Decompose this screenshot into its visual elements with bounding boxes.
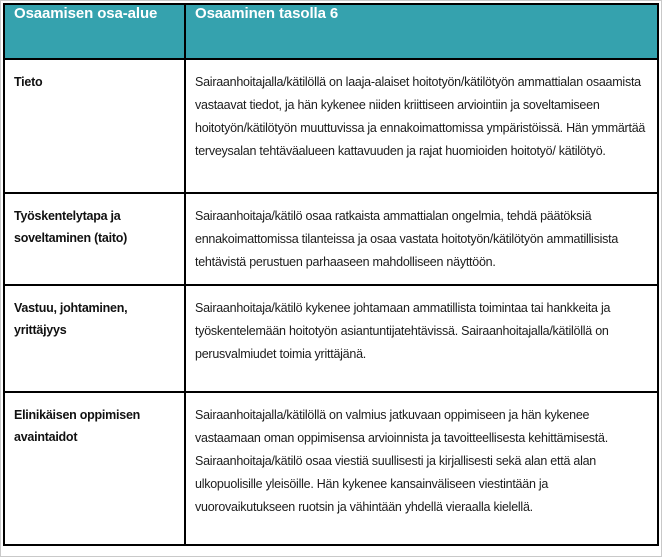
description-cell-vastuu: Sairaanhoitaja/kätilö kykenee johtamaan ammatillista toimintaa tai hankkeita ja työskentelemään hoitotyön asiantuntijatehtävissä. Sairaanhoitajalla/kätilöllä on perusvalmiudet toimia yrittäjänä.: [185, 285, 658, 392]
competence-table: [3, 3, 659, 546]
area-cell-elinikainen: Elinikäisen oppimisen avaintaidot: [4, 392, 185, 545]
description-cell-elinikainen: Sairaanhoitajalla/kätilöllä on valmius jatkuvaan oppimiseen ja hän kykenee vastaamaan oman oppimisensa arvioinnista ja tavoitteellisesta kehittämisestä. Sairaanhoitaja/kätilö osaa viestiä suullisesti ja kirjallisesti sekä alan että alan ulkopuolisille yleisöille. Hän kykenee kansainväliseen viestintään ja vuorovaikutukseen ruotsin ja vähintään yhdellä vieraalla kielellä.: [185, 392, 658, 545]
table-row: [4, 59, 658, 193]
column-header-competence-area: Osaamisen osa-alue: [4, 4, 185, 59]
area-cell-tieto: Tieto: [4, 59, 185, 193]
table-row: [4, 193, 658, 285]
table-row: [4, 392, 658, 545]
area-cell-vastuu: Vastuu, johtaminen, yrittäjyys: [4, 285, 185, 392]
table-row: [4, 285, 658, 392]
table-header-row: [4, 4, 658, 59]
column-header-competence-level-6: Osaaminen tasolla 6: [185, 4, 658, 59]
description-cell-tieto: Sairaanhoitajalla/kätilöllä on laaja-alaiset hoitotyön/kätilötyön ammattialan osaamista vastaavat tiedot, ja hän kykenee niiden kriittiseen arviointiin ja soveltamiseen hoitotyön/kätilötyön muuttuvissa ja ennakoimattomissa ympäristöissä. Hän ymmärtää terveysalan tehtäväalueen kattavuuden ja rajat huomioiden hoitotyö/ kätilötyö.: [185, 59, 658, 193]
area-cell-tyoskentelytapa: Työskentelytapa ja soveltaminen (taito): [4, 193, 185, 285]
description-cell-tyoskentelytapa: Sairaanhoitaja/kätilö osaa ratkaista ammattialan ongelmia, tehdä päätöksiä ennakoimattomissa tilanteissa ja osaa vastata hoitotyön/kätilötyön ammatillisista tehtävistä perustuen parhaaseen mahdolliseen näyttöön.: [185, 193, 658, 285]
